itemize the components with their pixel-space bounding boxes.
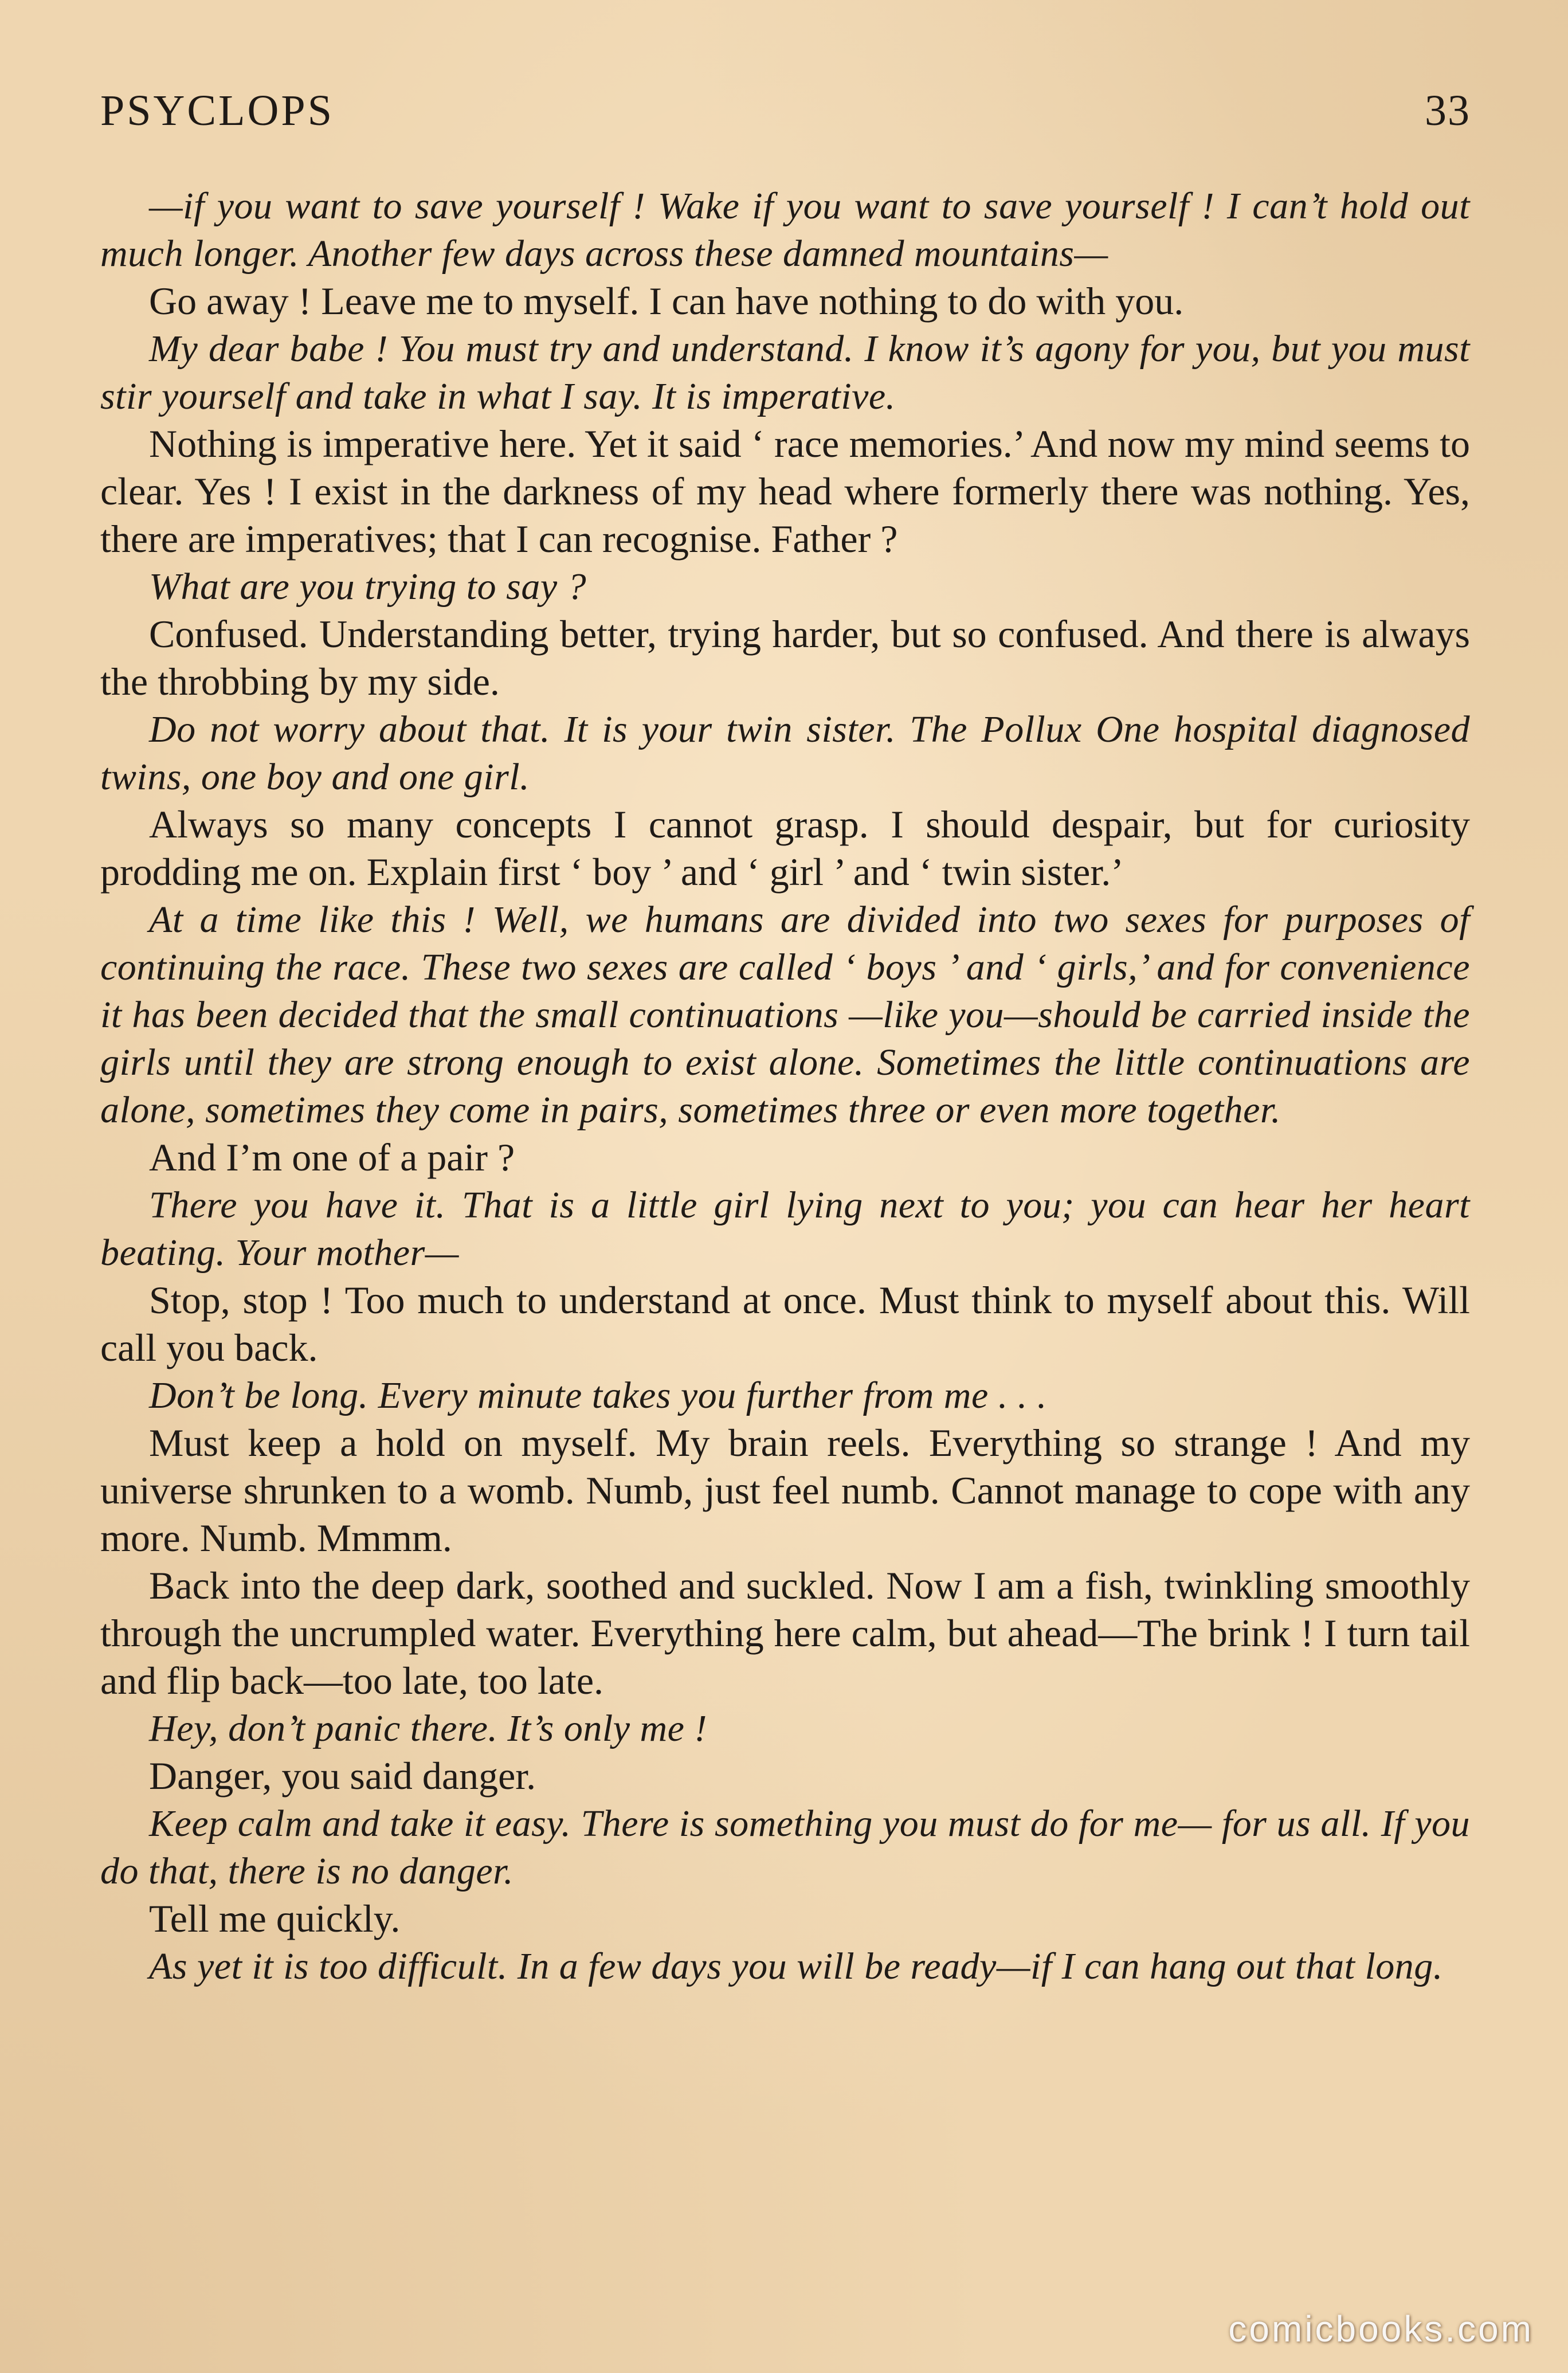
watermark: comicbooks.com xyxy=(1228,2308,1534,2349)
paragraph: Don’t be long. Every minute takes you further from me . . . xyxy=(149,1375,1047,1416)
paragraph: And I’m one of a pair ? xyxy=(149,1135,515,1179)
paragraph: Danger, you said danger. xyxy=(149,1754,536,1798)
paragraph: Do not worry about that. It is your twin sister. The Pollux One hospital diagnosed twins, one boy and one girl. xyxy=(100,708,1470,798)
body-text xyxy=(100,182,1470,1990)
paragraph: Back into the deep dark, soothed and suckled. Now I am a fish, twinkling smoothly through the uncrumpled water. Everything here calm, but ahead—The brink ! I turn tail and flip back—too late, too late. xyxy=(100,1564,1470,1702)
page-number: 33 xyxy=(1425,87,1471,135)
paragraph: Nothing is imperative here. Yet it said ‘ race memories.’ And now my mind seems to clear. Yes ! I exist in the darkness of my head where formerly there was nothing. Yes, there are imperatives; that I can recognise. Father ? xyxy=(100,422,1470,561)
paragraph: Hey, don’t panic there. It’s only me ! xyxy=(149,1708,707,1749)
paragraph: Keep calm and take it easy. There is something you must do for me— for us all. If you do that, there is no danger. xyxy=(100,1803,1470,1892)
paragraph: —if you want to save yourself ! Wake if you want to save yourself ! I can’t hold out much longer. Another few days across these damned mountains— xyxy=(100,185,1470,275)
paragraph: Confused. Understanding better, trying harder, but so confused. And there is always the throbbing by my side. xyxy=(100,612,1470,703)
paragraph: Stop, stop ! Too much to understand at once. Must think to myself about this. Will call you back. xyxy=(100,1278,1470,1369)
page-header xyxy=(100,86,1471,143)
paragraph: My dear babe ! You must try and understand. I know it’s agony for you, but you must stir yourself and take in what I say. It is imperative. xyxy=(100,328,1470,417)
paragraph: As yet it is too difficult. In a few days you will be ready—if I can hang out that long. xyxy=(149,1945,1443,1987)
paragraph: Go away ! Leave me to myself. I can have nothing to do with you. xyxy=(149,279,1184,323)
paragraph: Must keep a hold on myself. My brain reels. Everything so strange ! And my universe shrunken to a womb. Numb, just feel numb. Cannot manage to cope with any more. Numb. Mmmm. xyxy=(100,1421,1470,1560)
paragraph: There you have it. That is a little girl lying next to you; you can hear her heart beating. Your mother— xyxy=(100,1184,1470,1274)
paragraph: Always so many concepts I cannot grasp. I should despair, but for curiosity prodding me on. Explain first ‘ boy ’ and ‘ girl ’ and ‘ twin sister.’ xyxy=(100,802,1470,894)
paragraph: What are you trying to say ? xyxy=(149,566,587,608)
paragraph: At a time like this ! Well, we humans are divided into two sexes for purposes of continuing the race. These two sexes are called ‘ boys ’ and ‘ girls,’ and for convenience it has been decided that the small continuations —like you—should be carried inside the girls until they are strong enough to exist alone. Sometimes the little continuations are alone, sometimes they come in pairs, sometimes three or even more together. xyxy=(100,899,1470,1131)
paragraph: Tell me quickly. xyxy=(149,1897,401,1940)
running-head: PSYCLOPS xyxy=(100,87,334,135)
